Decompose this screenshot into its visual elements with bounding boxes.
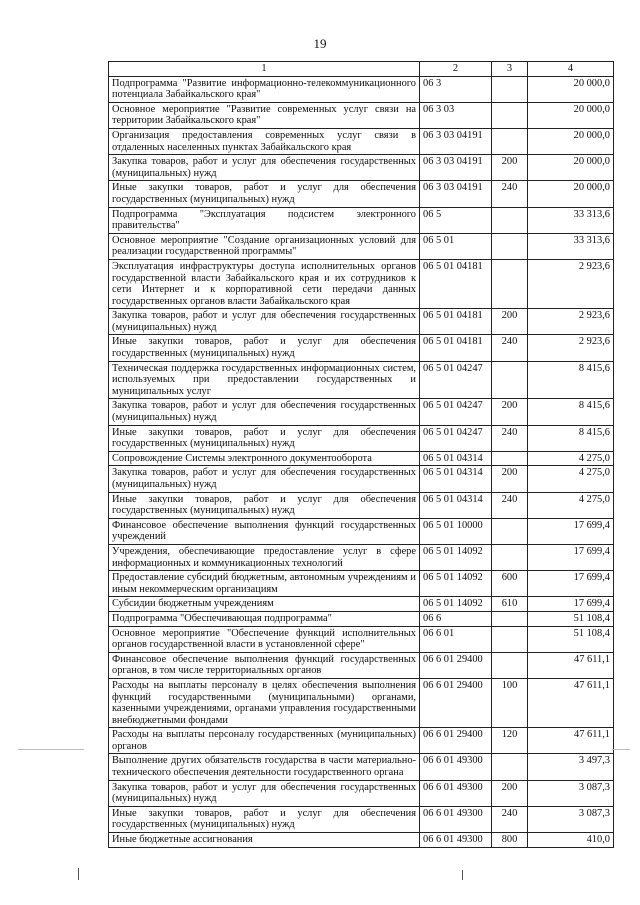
cell-code: 06 3 03 04191 [420,181,492,207]
cell-code: 06 6 [420,611,492,626]
cell-type: 240 [492,806,528,832]
cell-amount: 2 923,6 [528,335,614,361]
cell-amount: 4 275,0 [528,451,614,466]
cell-type [492,652,528,678]
cell-amount: 17 699,4 [528,597,614,612]
cell-type: 200 [492,780,528,806]
table-body [109,76,614,847]
cell-type: 610 [492,597,528,612]
cell-amount: 17 699,4 [528,518,614,544]
cell-code: 06 5 01 04314 [420,492,492,518]
page-number: 19 [313,36,327,51]
cell-code: 06 5 01 04181 [420,335,492,361]
cell-name: Подпрограмма "Эксплуатация подсистем электронного правительства" [109,207,420,233]
cell-amount: 17 699,4 [528,571,614,597]
cell-name: Финансовое обеспечение выполнения функций государственных учреждений [109,518,420,544]
cell-code: 06 5 01 04247 [420,361,492,399]
header-row [109,62,614,77]
cell-code: 06 5 01 04181 [420,259,492,308]
cell-amount: 47 611,1 [528,728,614,754]
scan-artifact-mark [78,868,79,880]
cell-name: Закупка товаров, работ и услуг для обеспечения государственных (муниципальных) нужд [109,155,420,181]
cell-type [492,451,528,466]
cell-code: 06 6 01 49300 [420,833,492,848]
cell-type [492,259,528,308]
cell-name: Основное мероприятие "Обеспечение функций исполнительных органов государственной власти в установленной сфере" [109,626,420,652]
table-row [109,128,614,154]
cell-type [492,128,528,154]
table-row [109,652,614,678]
scan-artifact-line [612,749,630,750]
cell-amount: 47 611,1 [528,652,614,678]
cell-type: 200 [492,399,528,425]
cell-name: Подпрограмма "Развитие информационно-телекоммуникационного потенциала Забайкальского края" [109,76,420,102]
table-header [109,62,614,77]
cell-name: Сопровождение Системы электронного документооборота [109,451,420,466]
table-row [109,466,614,492]
cell-code: 06 5 01 [420,233,492,259]
table-row [109,361,614,399]
table-row [109,518,614,544]
cell-amount: 8 415,6 [528,425,614,451]
scan-artifact-line [18,749,84,750]
cell-name: Расходы на выплаты персоналу в целях обеспечения выполнения функций государственными (муниципальными) органами, казенными учреждениями, органами управления государственными внебюджетными фондами [109,678,420,727]
table-row [109,611,614,626]
cell-code: 06 5 [420,207,492,233]
cell-amount: 3 497,3 [528,754,614,780]
cell-amount: 33 313,6 [528,207,614,233]
cell-amount: 47 611,1 [528,678,614,727]
cell-type [492,361,528,399]
table-row [109,399,614,425]
cell-code: 06 3 [420,76,492,102]
cell-name: Иные закупки товаров, работ и услуг для обеспечения государственных (муниципальных) нужд [109,425,420,451]
cell-name: Организация предоставления современных услуг связи в отдаленных населенных пунктах Забайкальского края [109,128,420,154]
cell-amount: 2 923,6 [528,259,614,308]
cell-name: Учреждения, обеспечивающие предоставление услуг в сфере информационных и коммуникационных технологий [109,544,420,570]
table-row [109,451,614,466]
cell-type [492,207,528,233]
cell-code: 06 6 01 29400 [420,728,492,754]
cell-amount: 33 313,6 [528,233,614,259]
cell-code: 06 3 03 [420,102,492,128]
cell-code: 06 5 01 04314 [420,466,492,492]
table-row [109,76,614,102]
cell-type: 100 [492,678,528,727]
cell-type [492,518,528,544]
cell-code: 06 6 01 49300 [420,806,492,832]
cell-type: 200 [492,309,528,335]
cell-code: 06 5 01 10000 [420,518,492,544]
cell-name: Выполнение других обязательств государства в части материально-технического обеспечения деятельности государственного органа [109,754,420,780]
column-header-type: 3 [492,62,528,77]
cell-code: 06 6 01 [420,626,492,652]
cell-name: Предоставление субсидий бюджетным, автономным учреждениям и иным некоммерческим организациям [109,571,420,597]
cell-code: 06 5 01 14092 [420,571,492,597]
cell-type: 600 [492,571,528,597]
cell-name: Подпрограмма "Обеспечивающая подпрограмма" [109,611,420,626]
cell-type [492,611,528,626]
cell-type: 240 [492,335,528,361]
cell-amount: 20 000,0 [528,128,614,154]
cell-code: 06 3 03 04191 [420,155,492,181]
cell-amount: 20 000,0 [528,155,614,181]
cell-name: Закупка товаров, работ и услуг для обеспечения государственных (муниципальных) нужд [109,780,420,806]
table-row [109,181,614,207]
cell-type [492,233,528,259]
cell-name: Основное мероприятие "Создание организационных условий для реализации государственной программы" [109,233,420,259]
table-row [109,544,614,570]
table-row [109,233,614,259]
cell-code: 06 5 01 04314 [420,451,492,466]
column-header-amount: 4 [528,62,614,77]
cell-amount: 20 000,0 [528,181,614,207]
budget-table [108,61,614,848]
cell-name: Иные закупки товаров, работ и услуг для обеспечения государственных (муниципальных) нужд [109,492,420,518]
cell-amount: 51 108,4 [528,611,614,626]
cell-name: Эксплуатация инфраструктуры доступа исполнительных органов государственной власти Забайкальского края и их сотрудников к сети Интернет и к корпоративной сети передачи данных государственных органов власти Забайкальского края [109,259,420,308]
table-row [109,207,614,233]
cell-name: Закупка товаров, работ и услуг для обеспечения государственных (муниципальных) нужд [109,466,420,492]
cell-name: Иные бюджетные ассигнования [109,833,420,848]
cell-amount: 3 087,3 [528,806,614,832]
cell-code: 06 6 01 29400 [420,652,492,678]
cell-name: Финансовое обеспечение выполнения функций государственных органов, в том числе территориальных органов [109,652,420,678]
cell-name: Закупка товаров, работ и услуг для обеспечения государственных (муниципальных) нужд [109,309,420,335]
cell-name: Основное мероприятие "Развитие современных услуг связи на территории Забайкальского края" [109,102,420,128]
cell-type: 240 [492,425,528,451]
scan-artifact-mark [462,870,463,880]
table-row [109,780,614,806]
cell-amount: 20 000,0 [528,102,614,128]
table-row [109,754,614,780]
cell-code: 06 5 01 14092 [420,544,492,570]
cell-type [492,102,528,128]
cell-amount: 8 415,6 [528,399,614,425]
cell-amount: 8 415,6 [528,361,614,399]
cell-name: Субсидии бюджетным учреждениям [109,597,420,612]
cell-type: 240 [492,181,528,207]
cell-amount: 17 699,4 [528,544,614,570]
cell-type: 240 [492,492,528,518]
cell-name: Закупка товаров, работ и услуг для обеспечения государственных (муниципальных) нужд [109,399,420,425]
table-row [109,102,614,128]
column-header-code: 2 [420,62,492,77]
cell-type [492,76,528,102]
cell-code: 06 3 03 04191 [420,128,492,154]
cell-code: 06 5 01 14092 [420,597,492,612]
cell-type [492,544,528,570]
cell-amount: 3 087,3 [528,780,614,806]
table-row [109,492,614,518]
table-row [109,335,614,361]
table-row [109,728,614,754]
cell-type: 200 [492,155,528,181]
cell-amount: 2 923,6 [528,309,614,335]
column-header-name: 1 [109,62,420,77]
cell-amount: 410,0 [528,833,614,848]
cell-amount: 20 000,0 [528,76,614,102]
cell-name: Иные закупки товаров, работ и услуг для обеспечения государственных (муниципальных) нужд [109,181,420,207]
table-row [109,833,614,848]
table-row [109,626,614,652]
cell-amount: 4 275,0 [528,492,614,518]
cell-code: 06 6 01 49300 [420,754,492,780]
table-row [109,259,614,308]
table-row [109,571,614,597]
cell-name: Техническая поддержка государственных информационных систем, используемых при предоставлении государственных и муниципальных услуг [109,361,420,399]
cell-code: 06 5 01 04247 [420,399,492,425]
cell-type [492,754,528,780]
cell-type: 800 [492,833,528,848]
cell-type [492,626,528,652]
cell-name: Расходы на выплаты персоналу государственных (муниципальных) органов [109,728,420,754]
cell-amount: 4 275,0 [528,466,614,492]
table-row [109,806,614,832]
cell-amount: 51 108,4 [528,626,614,652]
cell-code: 06 5 01 04247 [420,425,492,451]
table-row [109,155,614,181]
cell-code: 06 6 01 29400 [420,678,492,727]
cell-name: Иные закупки товаров, работ и услуг для обеспечения государственных (муниципальных) нужд [109,806,420,832]
table-row [109,309,614,335]
cell-type: 120 [492,728,528,754]
table-row [109,597,614,612]
cell-code: 06 5 01 04181 [420,309,492,335]
cell-type: 200 [492,466,528,492]
table-row [109,425,614,451]
table-row [109,678,614,727]
cell-code: 06 6 01 49300 [420,780,492,806]
cell-name: Иные закупки товаров, работ и услуг для обеспечения государственных (муниципальных) нужд [109,335,420,361]
